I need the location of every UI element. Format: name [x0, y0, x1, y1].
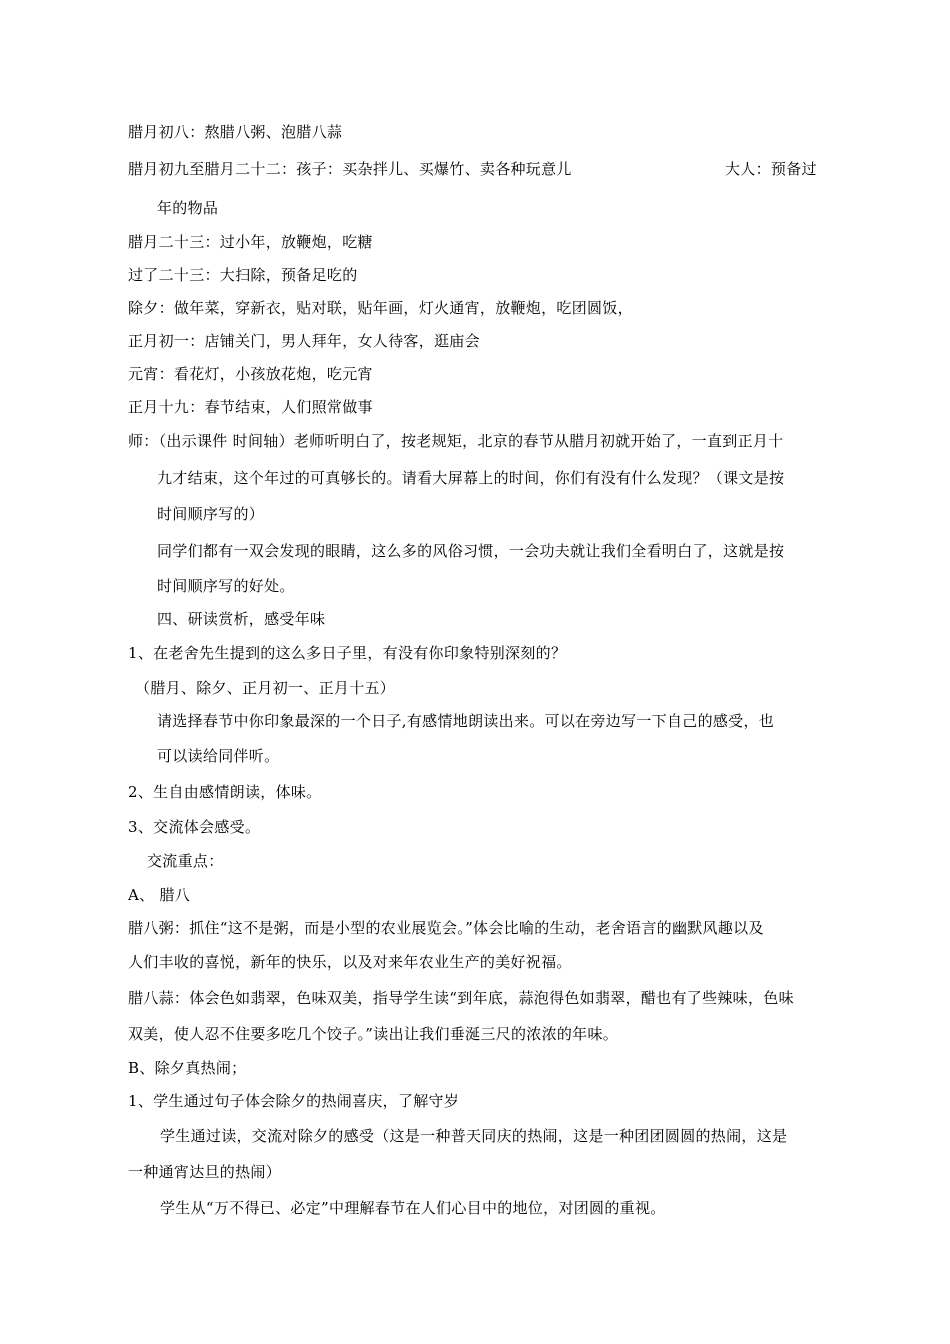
text-line: 人们丰收的喜悦，新年的快乐，以及对来年农业生产的美好祝福。: [128, 953, 572, 971]
text-line: 元宵：看花灯，小孩放花炮，吃元宵: [128, 365, 373, 383]
text-line: 时间顺序写的）: [157, 505, 265, 523]
text-line: 3、交流体会感受。: [128, 818, 261, 836]
section-heading: 四、研读赏析，感受年味: [157, 610, 326, 628]
text-line: 年的物品: [157, 199, 219, 217]
text-line: 正月初一：店铺关门，男人拜年，女人待客，逛庙会: [128, 332, 480, 350]
text-line: 九才结束，这个年过的可真够长的。请看大屏幕上的时间，你们有没有什么发现？（课文是按: [157, 469, 785, 487]
text-line: 学生通过读，交流对除夕的感受（这是一种普天同庆的热闹，这是一种团团圆圆的热闹，这是: [160, 1127, 788, 1145]
text-line: 2、生自由感情朗读，体味。: [128, 783, 322, 801]
text-line: 腊八粥：抓住“这不是粥，而是小型的农业展览会。”体会比喻的生动，老舍语言的幽默风趣以及: [128, 919, 764, 937]
text-line: 1、学生通过句子体会除夕的热闹喜庆，了解守岁: [128, 1092, 460, 1110]
text-line: 腊八蒜：体会色如翡翠，色味双美，指导学生读“到年底，蒜泡得色如翡翠，醋也有了些辣味，色味: [128, 989, 794, 1007]
text-line: 双美，使人忍不住要多吃几个饺子。”读出让我们垂涎三尺的浓浓的年味。: [128, 1025, 619, 1043]
text-line: 腊月初九至腊月二十二：孩子：买杂拌儿、买爆竹、卖各种玩意儿: [128, 160, 572, 178]
text-line: A、 腊八: [128, 886, 191, 904]
text-line: 正月十九：春节结束，人们照常做事: [128, 398, 373, 416]
text-line: 时间顺序写的好处。: [157, 577, 295, 595]
text-line: 腊月二十三：过小年，放鞭炮，吃糖: [128, 233, 373, 251]
text-line: 1、在老舍先生提到的这么多日子里，有没有你印象特别深刻的？: [128, 644, 567, 662]
text-line: 可以读给同伴听。: [157, 747, 280, 765]
text-line: 除夕：做年菜，穿新衣，贴对联，贴年画，灯火通宵，放鞭炮，吃团圆饭，: [128, 299, 633, 317]
text-line: 过了二十三：大扫除，预备足吃的: [128, 266, 358, 284]
text-line: （腊月、除夕、正月初一、正月十五）: [135, 679, 396, 697]
text-line: 请选择春节中你印象最深的一个日子,有感情地朗读出来。可以在旁边写一下自己的感受，也: [157, 712, 775, 730]
text-line: 交流重点：: [147, 852, 224, 870]
text-line: 大人：预备过: [725, 160, 817, 178]
text-line: 腊月初八：熬腊八粥、泡腊八蒜: [128, 123, 343, 141]
text-line: 一种通宵达旦的热闹）: [128, 1163, 282, 1181]
text-line: B、除夕真热闹；: [128, 1059, 247, 1077]
text-line: 师：（出示课件 时间轴）老师听明白了，按老规矩，北京的春节从腊月初就开始了，一直到正月十: [128, 432, 784, 450]
text-line: 学生从“万不得已、必定”中理解春节在人们心目中的地位，对团圆的重视。: [160, 1199, 666, 1217]
text-line: 同学们都有一双会发现的眼睛，这么多的风俗习惯，一会功夫就让我们全看明白了，这就是按: [157, 542, 785, 560]
